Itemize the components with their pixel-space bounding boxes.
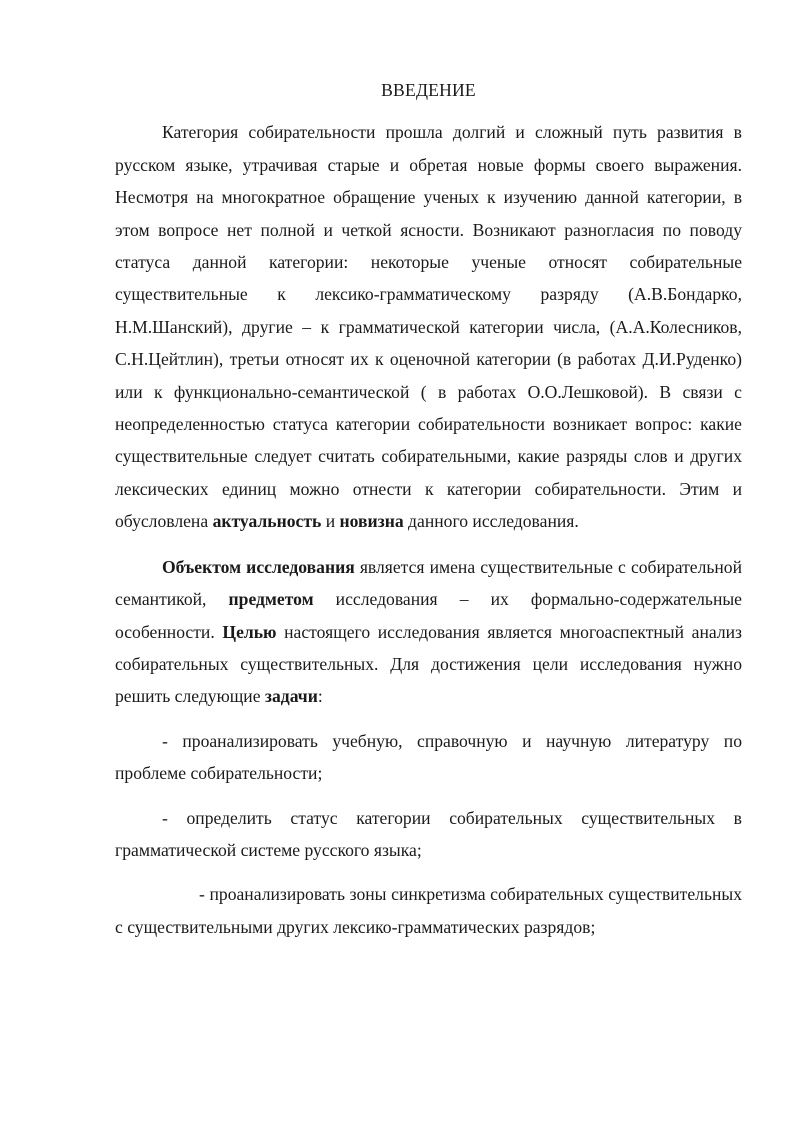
list-item-task-3: - проанализировать зоны синкретизма собирательных существительных с существительными других лексико-грамматических разрядов; bbox=[115, 884, 742, 937]
bold-relevance: актуальность bbox=[212, 511, 322, 532]
bold-goal: Целью bbox=[222, 621, 277, 642]
intro-connector: и bbox=[321, 511, 340, 532]
spacer bbox=[115, 866, 742, 878]
spacer bbox=[115, 538, 742, 551]
spacer bbox=[115, 790, 742, 802]
spacer bbox=[115, 713, 742, 725]
bold-novelty: новизна bbox=[339, 511, 404, 532]
object-text-2: исследования – их формально-содержательные особенности. bbox=[115, 589, 742, 642]
bold-object: Объектом исследования bbox=[162, 556, 355, 577]
object-text-4: : bbox=[317, 686, 323, 707]
object-text-3: настоящего исследования является многоаспектный анализ собирательных существительных. Для достижения цели исследования нужно решить следующие bbox=[115, 621, 742, 707]
list-item-task-1: - проанализировать учебную, справочную и научную литературу по проблеме собирательности; bbox=[115, 730, 742, 784]
intro-end: данного исследования. bbox=[403, 511, 579, 532]
bold-subject: предметом bbox=[228, 589, 314, 610]
paragraph-object bbox=[115, 551, 742, 713]
object-text-1: является имена существительные с собирательной семантикой, bbox=[115, 556, 742, 610]
document-content bbox=[115, 74, 742, 943]
page-title: ВВЕДЕНИЕ bbox=[381, 80, 476, 100]
list-item-task-2: - определить статус категории собирательных существительных в грамматической системе русского языка; bbox=[115, 807, 742, 860]
paragraph-intro bbox=[115, 116, 742, 537]
intro-text: Категория собирательности прошла долгий и сложный путь развития в русском языке, утрачивая старые и обретая новые формы своего выражения. Несмотря на многократное обращение ученых к изучению данной категории, в этом вопросе нет полной и четкой ясности. Возникают разногласия по поводу статуса данной категории: некоторые ученые относят собирательные существительные к лексико-грамматическому разряду (А.В.Бондарко, Н.М.Шанский), другие – к грамматической категории числа, (А.А.Колесников, С.Н.Цейтлин), третьи относят их к оценочной категории (в работах Д.И.Руденко) или к функционально-семантической ( в работах О.О.Лешковой). В связи с неопределенностью статуса категории собирательности возникает вопрос: какие существительные следует считать собирательными, какие разряды слов и других лексических единиц можно отнести к категории собирательности. Этим и обусловлена bbox=[115, 122, 742, 532]
bold-tasks: задачи bbox=[264, 686, 318, 707]
